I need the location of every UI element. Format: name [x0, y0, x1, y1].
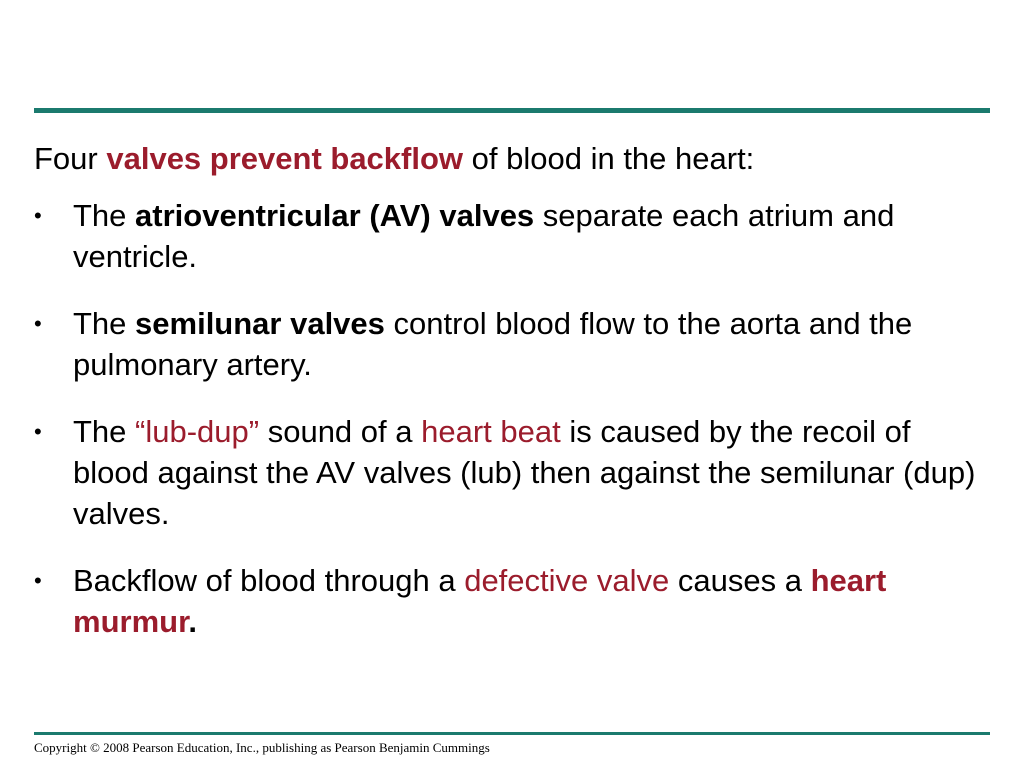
intro-text-end: of blood in the heart: [463, 141, 755, 176]
bullet-heart-murmur [34, 560, 984, 642]
bullet-text: The [73, 306, 136, 341]
bullet-red-term: heart beat [421, 414, 561, 449]
intro-emphasis: valves prevent backflow [106, 141, 464, 176]
slide-body [34, 138, 984, 668]
bullet-marker: • [34, 311, 42, 336]
bullet-marker: • [34, 203, 42, 228]
bullet-text: sound of a [259, 414, 422, 449]
bullet-text: The [73, 198, 136, 233]
bullet-bold-term: atrioventricular (AV) valves [135, 198, 535, 233]
bullet-red-term: defective valve [464, 563, 670, 598]
bullet-text: control blood flow to the aorta and the pulmonary artery. [73, 306, 913, 382]
copyright-footer: Copyright © 2008 Pearson Education, Inc., publishing as Pearson Benjamin Cummings [34, 740, 490, 755]
bullet-marker: • [34, 568, 42, 593]
intro-text: Four [34, 141, 107, 176]
bullet-bold-red-term: heart murmur [73, 563, 887, 639]
bullet-text: Backflow of blood through a [73, 563, 465, 598]
bottom-divider [34, 732, 990, 735]
bullet-text: separate each atrium and ventricle. [73, 198, 895, 274]
bullet-text: causes a [669, 563, 811, 598]
bullet-marker: • [34, 419, 42, 444]
bullet-list [34, 195, 984, 642]
bullet-text: The [73, 414, 136, 449]
bullet-red-term: “lub-dup” [135, 414, 260, 449]
bullet-av-valves [34, 195, 984, 277]
bullet-text-end: . [188, 604, 198, 639]
bullet-bold-term: semilunar valves [135, 306, 385, 341]
intro-line [34, 138, 984, 179]
bullet-lub-dup [34, 411, 984, 534]
bullet-semilunar-valves [34, 303, 984, 385]
bullet-text: is caused by the recoil of blood against the AV valves (lub) then against the semilunar (dup) valves. [73, 414, 976, 531]
top-divider [34, 108, 990, 113]
